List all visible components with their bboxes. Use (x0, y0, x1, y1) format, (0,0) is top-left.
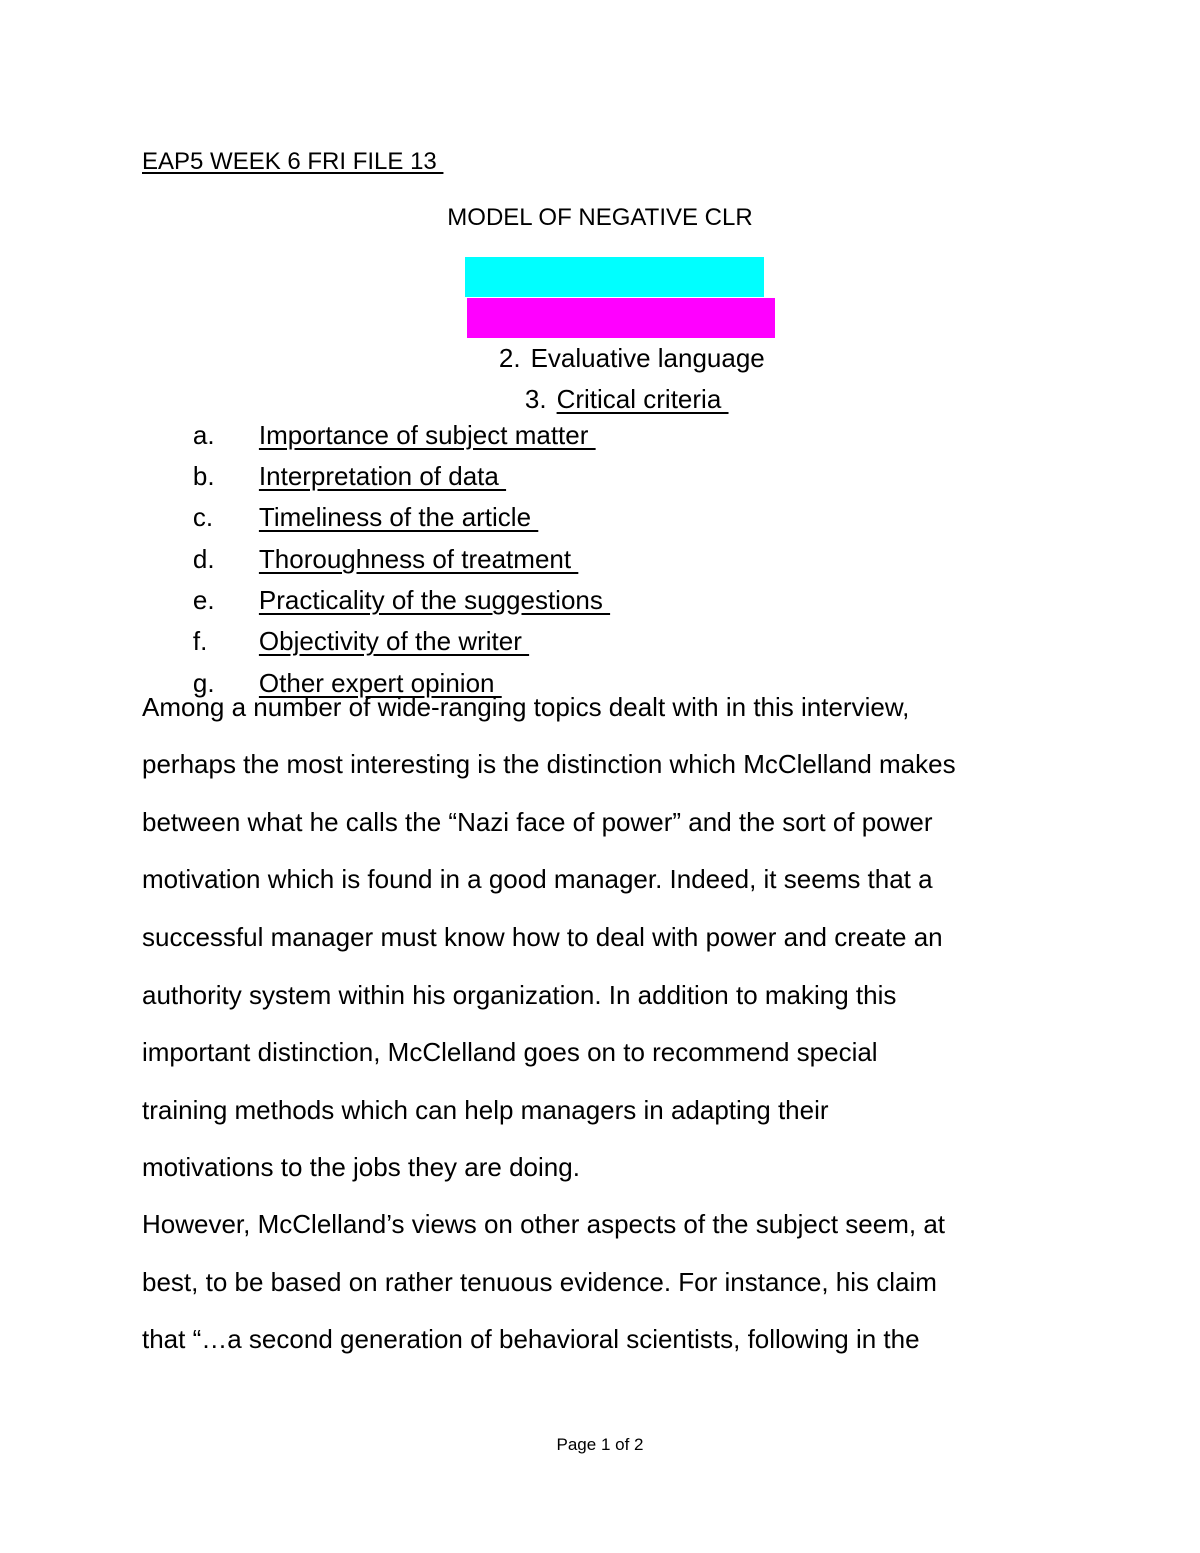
criteria-letter: f. (192, 626, 208, 656)
criteria-text: Other expert opinion (258, 668, 502, 698)
paragraph-1-line: authority system within his organization. In addition to making this (142, 980, 897, 1010)
criteria-letter: c. (192, 502, 214, 532)
numbered-item-1 (465, 257, 764, 297)
criteria-letter: e. (192, 585, 215, 615)
paragraph-1-line: successful manager must know how to deal with power and create an (142, 922, 943, 952)
document-title: EAP5 WEEK 6 FRI FILE 13 (142, 148, 444, 175)
criteria-text: Interpretation of data (258, 461, 507, 491)
criteria-text: Practicality of the suggestions (258, 585, 611, 615)
criteria-letter: a. (192, 420, 215, 450)
paragraph-1-line: training methods which can help managers in adapting their (142, 1095, 829, 1125)
paragraph-1-line: motivation which is found in a good manager. Indeed, it seems that a (142, 864, 933, 894)
page-number-footer: Page 1 of 2 (556, 1435, 644, 1454)
criteria-letter: b. (192, 461, 215, 491)
criteria-text: Thoroughness of treatment (258, 544, 579, 574)
paragraph-1-line: perhaps the most interesting is the distinction which McClelland makes (142, 749, 956, 779)
criteria-letter: d. (192, 544, 215, 574)
paragraph-1-line: between what he calls the “Nazi face of power” and the sort of power (142, 807, 933, 837)
numbered-item-2 (467, 298, 775, 373)
item-number: 2. (498, 343, 521, 373)
criteria-text: Importance of subject matter (258, 420, 596, 450)
numbered-item-3 (496, 339, 729, 414)
paragraph-1-line: motivations to the jobs they are doing. (142, 1152, 580, 1182)
criteria-text: Objectivity of the writer (258, 626, 530, 656)
section-heading: MODEL OF NEGATIVE CLR (447, 204, 753, 231)
criteria-text: Timeliness of the article (258, 502, 539, 532)
paragraph-2-line: best, to be based on rather tenuous evidence. For instance, his claim (142, 1267, 937, 1297)
criteria-letter: g. (192, 668, 215, 698)
paragraph-1-line: Among a number of wide-ranging topics dealt with in this interview, (142, 692, 910, 722)
item-number: 3. (524, 384, 547, 414)
item-label: Evaluative language (530, 343, 772, 373)
item-label: Critical criteria (556, 384, 729, 414)
paragraph-1-line: important distinction, McClelland goes on to recommend special (142, 1037, 878, 1067)
paragraph-2-line: that “…a second generation of behavioral scientists, following in the (142, 1324, 920, 1354)
paragraph-2-line: However, McClelland’s views on other aspects of the subject seem, at (142, 1209, 946, 1239)
